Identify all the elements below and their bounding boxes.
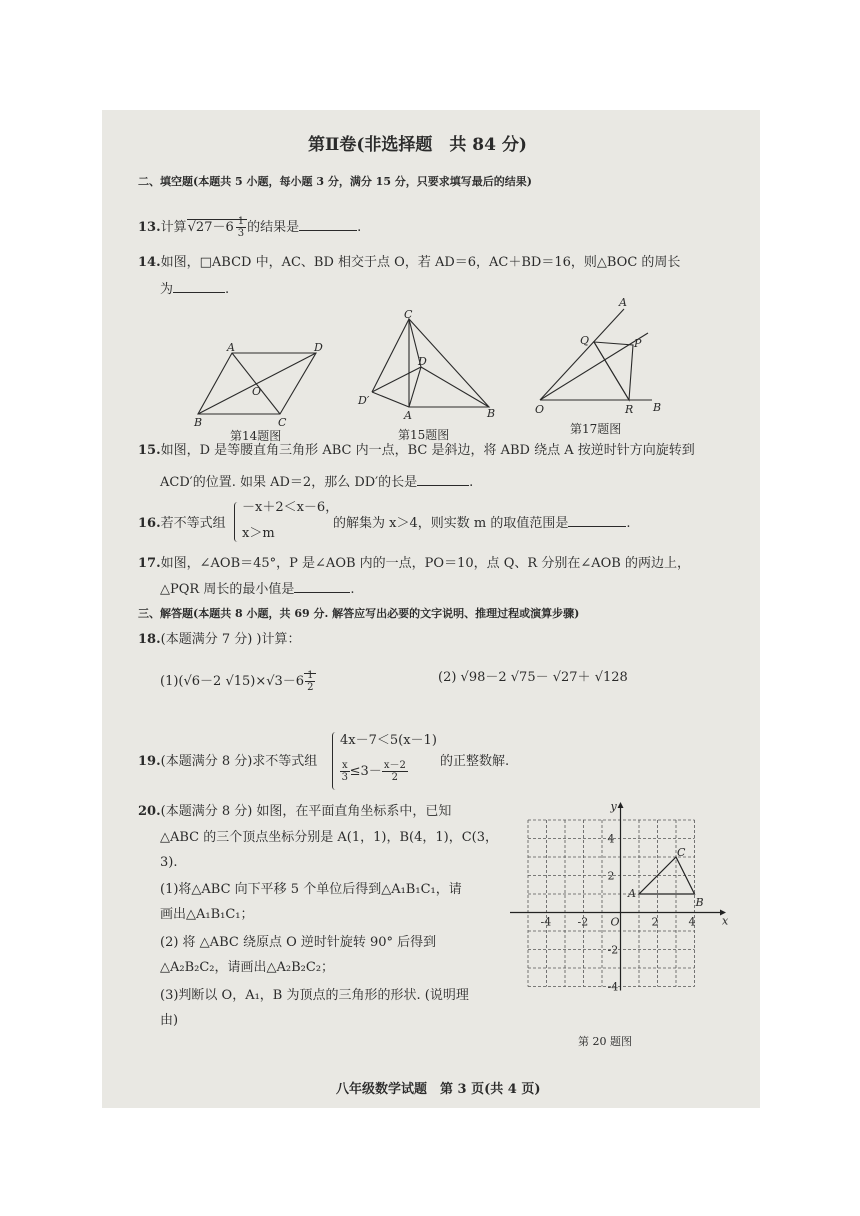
fig17-label-b: B [653,401,662,414]
x-tick-label: -4 [540,915,552,929]
q19-fraction-2: $\frac{x-2}{2}$ [383,760,406,783]
q13-expression: √27－6 [187,220,234,235]
fig14-label-b: B [194,416,203,429]
question-17 [138,556,690,572]
fig17-caption: 第17题图 [570,422,622,436]
fig15-label-c: C [404,308,413,321]
q17-number: 17. [138,556,161,571]
figure-20-coordinate-grid [508,798,738,1050]
y-tick-label: -4 [607,980,619,994]
fig15-label-a: A [404,409,412,422]
q14-text-line2: 为 [160,282,174,297]
y-tick-label: -2 [607,943,619,957]
q19-fraction-1: $\frac{x}{3}$ [341,760,348,783]
q17-text-line1: 如图，∠AOB＝45°，P 是∠AOB 内的一点，PO＝10，点 Q、R 分别在∠AOB 的两边上， [160,556,690,571]
q16-answer-blank [568,526,626,527]
q19-inequality-1: 4x－7＜5(x－1) [340,733,437,748]
q19-suffix: 的正整数解. [440,754,510,769]
q15-number: 15. [138,443,161,458]
origin-label: O [610,915,620,929]
question-14 [138,255,680,271]
q15-text-line2: ACD′的位置. 如果 AD＝2，那么 DD′的长是 [160,475,418,490]
q20-line-0 [138,804,451,820]
fig14-label-a: A [227,341,235,354]
x-tick-label: 4 [688,915,696,929]
y-axis-arrow [618,802,624,808]
fig17-label-a: A [619,296,627,309]
q19-number: 19. [138,754,161,769]
q13-fraction: $\frac{1}{3}$ [237,216,245,239]
question-19 [138,754,317,770]
question-18 [138,632,301,648]
q20-line-8: 由) [160,1013,179,1028]
y-axis-label: y [610,800,617,813]
point-b-label: B [695,896,704,909]
q13-number: 13. [138,220,161,235]
y-tick-label: 4 [607,832,615,846]
question-16-tail: 的解集为 x＞4，则实数 m 的取值范围是 . [333,516,631,531]
page-footer: 八年级数学试题 第 3 页(共 4 页) [336,1082,541,1097]
fig17-label-r: R [625,403,634,416]
section-fill-in-heading: 二、填空题(本题共 5 小题，每小题 3 分，满分 15 分，只要求填写最后的结果) [138,175,532,188]
q20-line-2: 3). [160,855,178,870]
q16-suffix: 的解集为 x＞4，则实数 m 的取值范围是 [333,516,569,531]
fig15-caption: 第15题图 [398,428,450,442]
y-tick-label: 2 [607,869,615,883]
q13-suffix: 的结果是 [247,220,300,235]
q18-heading: (本题满分 7 分) )计算： [160,632,301,647]
q18-part1-fraction: $\frac{1}{2}$ [307,670,314,693]
q13-prefix: 计算 [160,220,187,235]
point-c-label: C [677,846,686,859]
figure-17 [530,295,680,440]
q16-brace [234,502,241,542]
question-14-line2: 为 . [160,282,230,297]
x-tick-label: 2 [651,915,659,929]
question-17-line2: △PQR 周长的最小值是 . [160,582,355,597]
fig15-label-d: D [418,355,427,368]
q20-line-1: △ABC 的三个顶点坐标分别是 A(1，1)，B(4，1)，C(3， [160,830,498,845]
q18-part1-expression: (1)(√6－2 √15)×√3－6 [160,674,305,689]
q15-answer-blank [417,485,469,486]
fig17-label-o: O [535,403,545,416]
q18-number: 18. [138,632,161,647]
q20-line-3: (1)将△ABC 向下平移 5 个单位后得到△A₁B₁C₁，请 [160,882,462,897]
q17-answer-blank [294,592,350,593]
question-15 [138,443,695,459]
fig14-label-c: C [278,416,287,429]
fig14-label-d: D [314,341,323,354]
triangle-abc [639,857,695,894]
x-tick-label: -2 [577,915,589,929]
fig15-label-b: B [487,407,496,420]
q20-line-7: (3)判断以 O，A₁，B 为顶点的三角形的形状. (说明理 [160,988,469,1003]
fig14-label-o: O [252,385,262,398]
q20-text-0: (本题满分 8 分) 如图，在平面直角坐标系中，已知 [160,804,452,819]
q20-line-4: 画出△A₁B₁C₁； [160,907,254,922]
point-a-label: A [628,887,636,900]
figure-15 [352,305,502,445]
q18-part-1 [160,670,316,693]
fig14-caption: 第14题图 [230,429,282,443]
q20-line-5: (2) 将 △ABC 绕原点 O 逆时针旋转 90° 后得到 [160,935,437,950]
q16-inequality-1: －x＋2＜x－6， [242,500,339,515]
q19-heading: (本题满分 8 分)求不等式组 [160,754,318,769]
fig17-label-q: Q [580,334,590,347]
q14-answer-blank [173,292,225,293]
section-solutions-heading: 三、解答题(本题共 8 小题，共 69 分. 解答应写出必要的文字说明、推理过程或演算步骤) [138,607,580,620]
q17-text-line2: △PQR 周长的最小值是 [160,582,295,597]
fig17-label-p: P [634,337,642,350]
q20-number: 20. [138,804,161,819]
q20-line-6: △A₂B₂C₂，请画出△A₂B₂C₂； [160,960,335,975]
q13-answer-blank [299,230,357,231]
figure-20-caption: 第 20 题图 [578,1035,632,1048]
page-title: 第Ⅱ卷(非选择题 共 84 分) [308,135,527,155]
q19-middle: ≤3－ [349,764,382,779]
x-axis-label: x [722,914,729,928]
figure-14 [190,335,340,445]
question-16 [138,516,226,532]
q14-number: 14. [138,255,161,270]
q16-number: 16. [138,516,161,531]
q19-brace [332,732,339,790]
fig15-label-dprime: D′ [358,394,370,407]
q18-part-2: (2) √98－2 √75－ √27＋ √128 [438,670,628,685]
q14-text-line1: 如图，□ABCD 中，AC、BD 相交于点 O，若 AD＝6，AC＋BD＝16，则△BOC 的周长 [160,255,681,270]
question-13: 13.计算√27－6 $\frac{1}{3}$ 的结果是 . [138,216,362,239]
q16-prefix: 若不等式组 [160,516,226,531]
q19-inequality-2 [340,760,408,783]
question-15-line2: ACD′的位置. 如果 AD＝2，那么 DD′的长是 . [160,475,474,490]
q15-text-line1: 如图，D 是等腰直角三角形 ABC 内一点，BC 是斜边，将 ABD 绕点 A 按逆时针方向旋转到 [160,443,695,458]
q16-inequality-2: x＞m [242,526,275,541]
